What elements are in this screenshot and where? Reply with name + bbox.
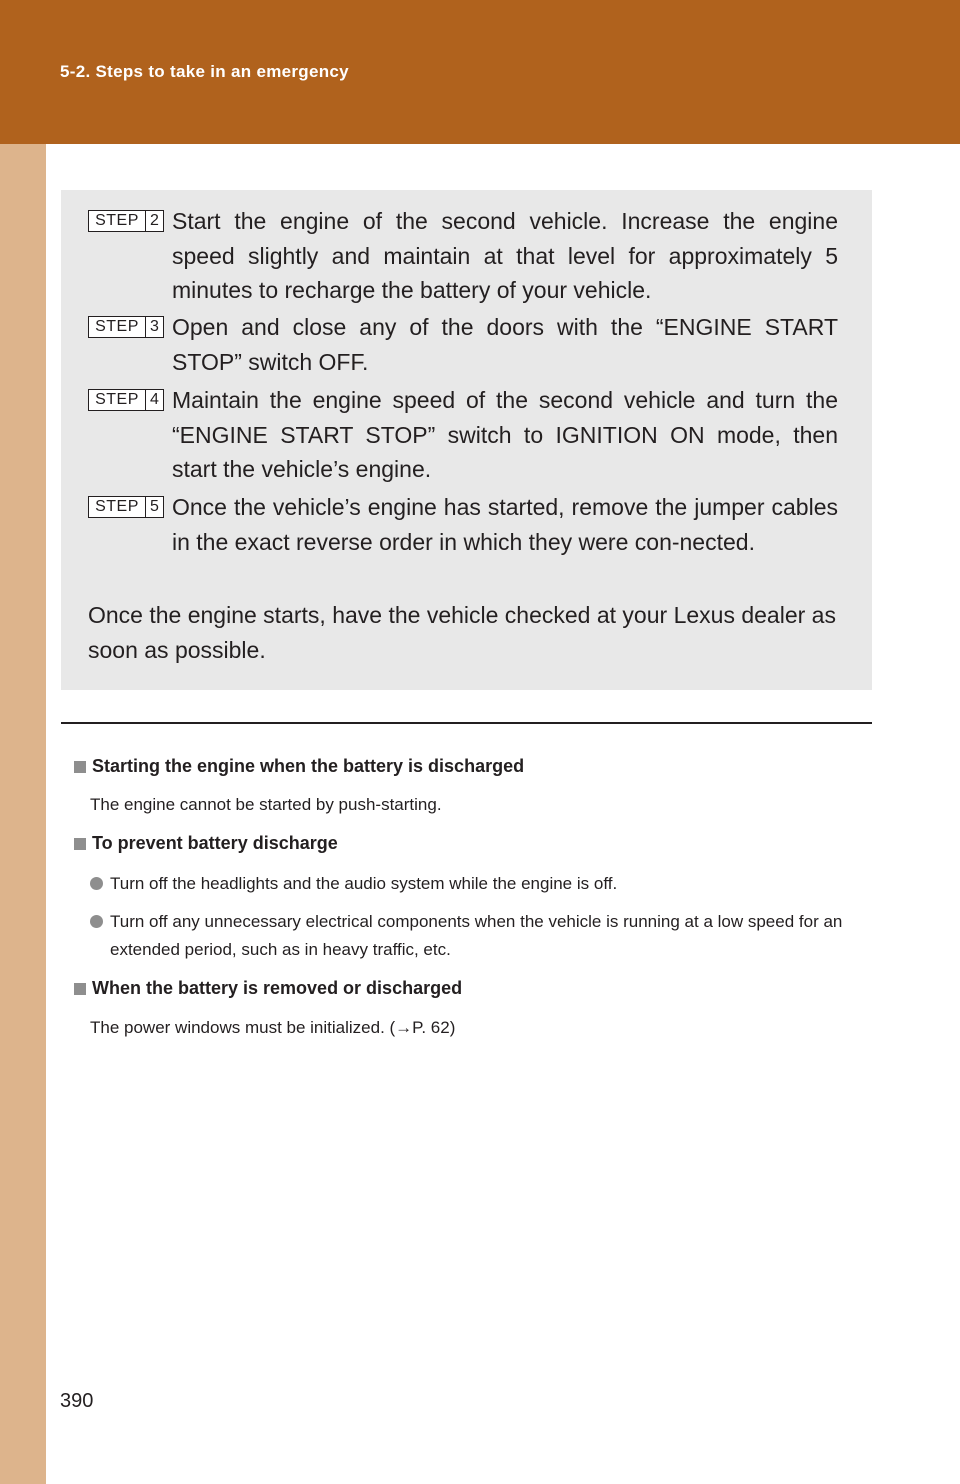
note-body: The power windows must be initialized. (→P. 62) <box>90 1018 456 1037</box>
step-badge: STEP 2 <box>88 210 164 232</box>
page-number: 390 <box>60 1390 94 1412</box>
step-text: Once the vehicle’s engine has started, remove the jumper cables in the exact reverse order in which they were con-nected. <box>172 494 838 555</box>
divider <box>61 722 872 724</box>
note-body: The engine cannot be started by push-starting. <box>90 795 442 814</box>
step-text: Maintain the engine speed of the second vehicle and turn the “ENGINE START STOP” switch to IGNITION ON mode, then start the vehicle’s engine. <box>172 387 838 482</box>
section-title: 5-2. Steps to take in an emergency <box>60 62 349 81</box>
note-heading: When the battery is removed or discharged <box>74 978 462 999</box>
note-heading: To prevent battery discharge <box>74 833 338 854</box>
square-bullet-icon <box>74 983 86 995</box>
page-edge-strip <box>0 0 46 1484</box>
header-bar <box>0 0 960 144</box>
circle-bullet-icon <box>90 915 103 928</box>
square-bullet-icon <box>74 761 86 773</box>
circle-bullet-icon <box>90 877 103 890</box>
step-badge: STEP 4 <box>88 389 164 411</box>
note-heading: Starting the engine when the battery is discharged <box>74 756 524 777</box>
step-badge: STEP 5 <box>88 496 164 518</box>
step-badge: STEP 3 <box>88 316 164 338</box>
closing-text: Once the engine starts, have the vehicle checked at your Lexus dealer as soon as possible. <box>88 602 836 663</box>
step-text: Open and close any of the doors with the “ENGINE START STOP” switch OFF. <box>172 314 838 375</box>
step-text: Start the engine of the second vehicle. Increase the engine speed slightly and maintain at that level for approximately 5 minutes to recharge the battery of your vehicle. <box>172 208 838 303</box>
square-bullet-icon <box>74 838 86 850</box>
